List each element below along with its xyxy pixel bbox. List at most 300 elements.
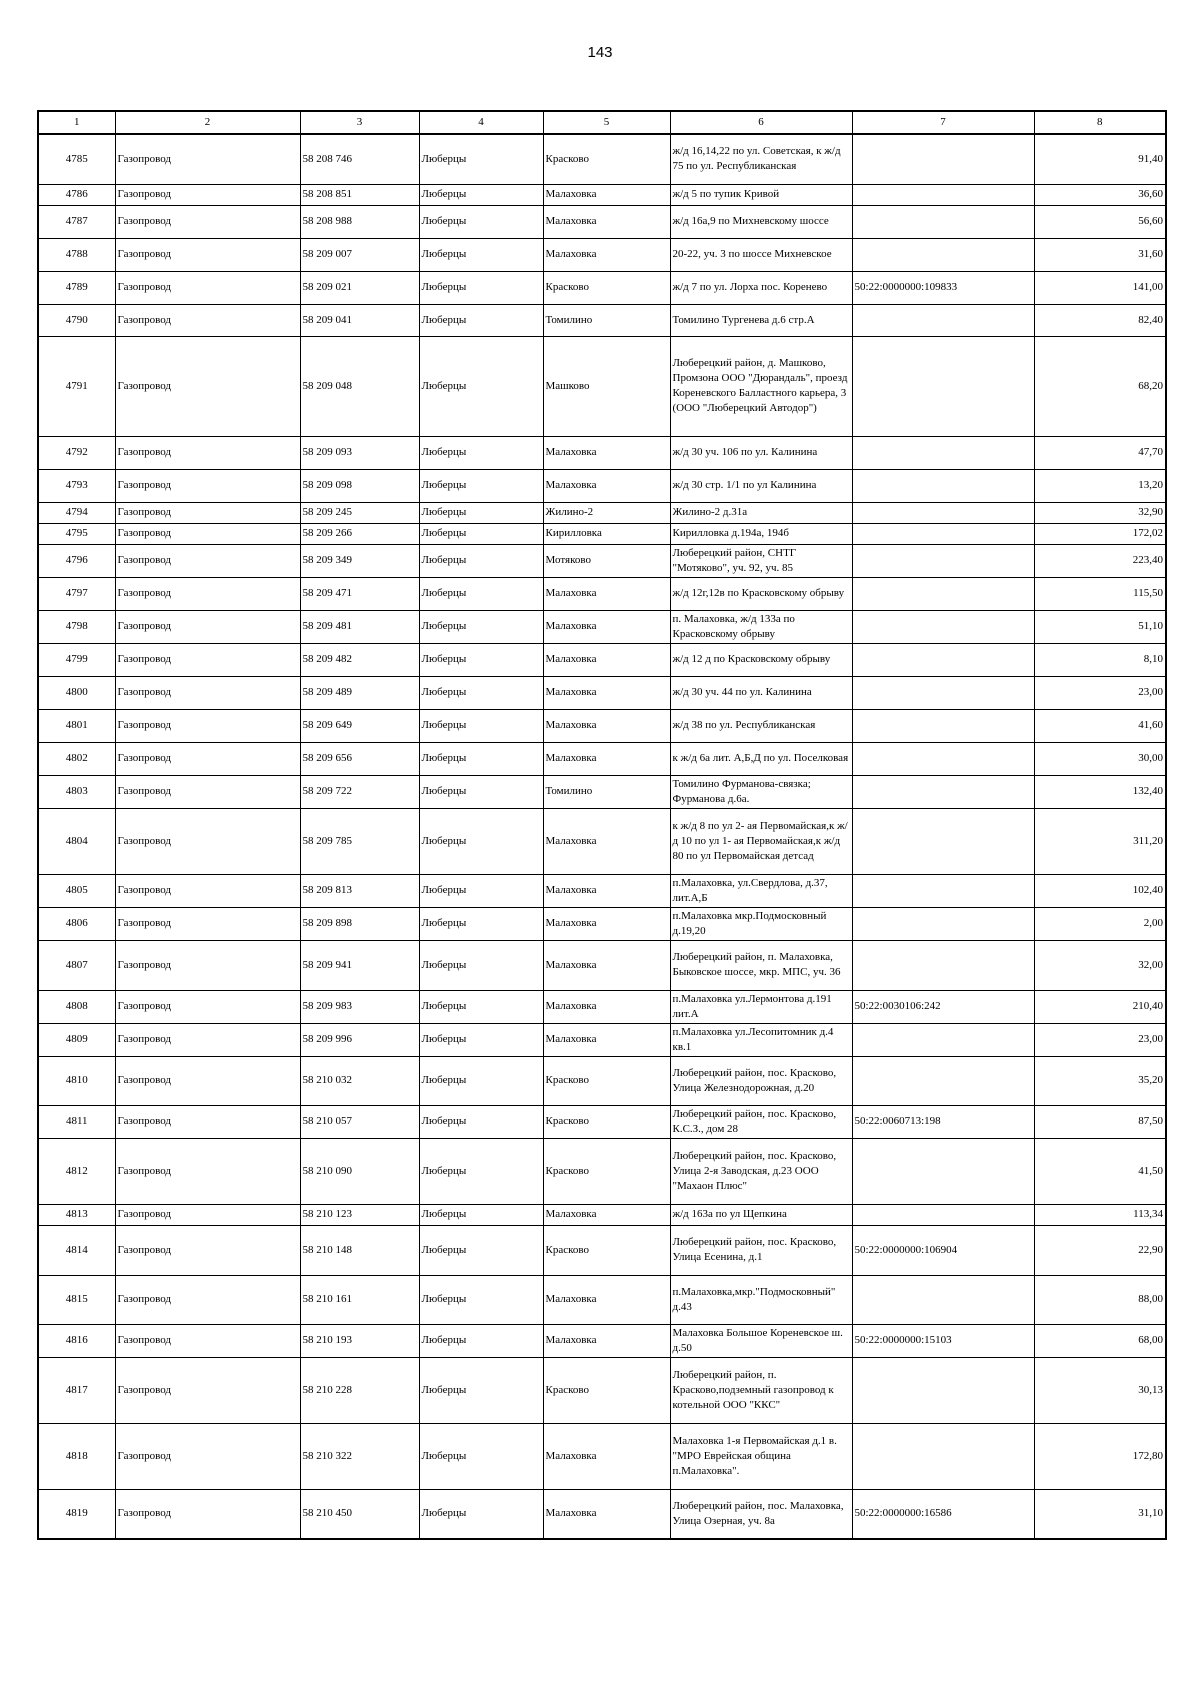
length: 22,90 bbox=[1034, 1225, 1166, 1275]
district: Люберцы bbox=[419, 469, 543, 502]
column-header: 8 bbox=[1034, 111, 1166, 134]
locality: Мотяково bbox=[543, 544, 670, 577]
address: п.Малаховка ул.Лесопитомник д.4 кв.1 bbox=[670, 1023, 852, 1056]
cadastral-number: 50:22:0000000:109833 bbox=[852, 271, 1034, 304]
object-type: Газопровод bbox=[115, 1324, 300, 1357]
row-number: 4792 bbox=[38, 436, 115, 469]
table-row bbox=[38, 1357, 1166, 1423]
object-code: 58 209 785 bbox=[300, 808, 419, 874]
object-code: 58 208 988 bbox=[300, 205, 419, 238]
district: Люберцы bbox=[419, 271, 543, 304]
length: 210,40 bbox=[1034, 990, 1166, 1023]
length: 2,00 bbox=[1034, 907, 1166, 940]
district: Люберцы bbox=[419, 238, 543, 271]
district: Люберцы bbox=[419, 775, 543, 808]
table-row bbox=[38, 1423, 1166, 1489]
cadastral-number bbox=[852, 134, 1034, 184]
length: 31,60 bbox=[1034, 238, 1166, 271]
header-row bbox=[38, 111, 1166, 134]
object-type: Газопровод bbox=[115, 709, 300, 742]
row-number: 4801 bbox=[38, 709, 115, 742]
object-type: Газопровод bbox=[115, 134, 300, 184]
object-type: Газопровод bbox=[115, 610, 300, 643]
table-row bbox=[38, 808, 1166, 874]
address: ж/д 163а по ул Щепкина bbox=[670, 1204, 852, 1225]
object-type: Газопровод bbox=[115, 544, 300, 577]
district: Люберцы bbox=[419, 610, 543, 643]
column-header: 4 bbox=[419, 111, 543, 134]
column-header: 5 bbox=[543, 111, 670, 134]
address: Малаховка 1-я Первомайская д.1 в. "МРО Еврейская община п.Малаховка". bbox=[670, 1423, 852, 1489]
address: к ж/д 6а лит. А,Б,Д по ул. Поселковая bbox=[670, 742, 852, 775]
object-type: Газопровод bbox=[115, 808, 300, 874]
address: п.Малаховка, ул.Свердлова, д.37, лит.А,Б bbox=[670, 874, 852, 907]
column-header: 3 bbox=[300, 111, 419, 134]
table-row bbox=[38, 184, 1166, 205]
length: 30,00 bbox=[1034, 742, 1166, 775]
cadastral-number bbox=[852, 523, 1034, 544]
district: Люберцы bbox=[419, 874, 543, 907]
locality: Красково bbox=[543, 1056, 670, 1105]
cadastral-number: 50:22:0000000:15103 bbox=[852, 1324, 1034, 1357]
object-type: Газопровод bbox=[115, 469, 300, 502]
address: Люберецкий район, пос. Красково, К.С.З., дом 28 bbox=[670, 1105, 852, 1138]
locality: Малаховка bbox=[543, 1275, 670, 1324]
district: Люберцы bbox=[419, 436, 543, 469]
table-row bbox=[38, 1225, 1166, 1275]
district: Люберцы bbox=[419, 1423, 543, 1489]
object-code: 58 209 983 bbox=[300, 990, 419, 1023]
column-header: 6 bbox=[670, 111, 852, 134]
object-code: 58 209 813 bbox=[300, 874, 419, 907]
length: 172,80 bbox=[1034, 1423, 1166, 1489]
cadastral-number bbox=[852, 643, 1034, 676]
object-code: 58 209 021 bbox=[300, 271, 419, 304]
address: Люберецкий район, пос. Красково, Улица Есенина, д.1 bbox=[670, 1225, 852, 1275]
table-row bbox=[38, 1105, 1166, 1138]
cadastral-number: 50:22:0030106:242 bbox=[852, 990, 1034, 1023]
object-type: Газопровод bbox=[115, 874, 300, 907]
cadastral-number bbox=[852, 610, 1034, 643]
address: Люберецкий район, пос. Малаховка, Улица Озерная, уч. 8а bbox=[670, 1489, 852, 1539]
object-code: 58 210 161 bbox=[300, 1275, 419, 1324]
table-row bbox=[38, 874, 1166, 907]
row-number: 4805 bbox=[38, 874, 115, 907]
object-code: 58 210 057 bbox=[300, 1105, 419, 1138]
column-header: 7 bbox=[852, 111, 1034, 134]
length: 47,70 bbox=[1034, 436, 1166, 469]
locality: Малаховка bbox=[543, 709, 670, 742]
locality: Красково bbox=[543, 1357, 670, 1423]
table-row bbox=[38, 742, 1166, 775]
row-number: 4811 bbox=[38, 1105, 115, 1138]
address: ж/д 7 по ул. Лорха пос. Коренево bbox=[670, 271, 852, 304]
object-type: Газопровод bbox=[115, 907, 300, 940]
row-number: 4814 bbox=[38, 1225, 115, 1275]
cadastral-number bbox=[852, 184, 1034, 205]
district: Люберцы bbox=[419, 502, 543, 523]
district: Люберцы bbox=[419, 742, 543, 775]
cadastral-number bbox=[852, 502, 1034, 523]
object-code: 58 210 090 bbox=[300, 1138, 419, 1204]
table-row bbox=[38, 1138, 1166, 1204]
object-type: Газопровод bbox=[115, 502, 300, 523]
table-row bbox=[38, 907, 1166, 940]
locality: Малаховка bbox=[543, 643, 670, 676]
district: Люберцы bbox=[419, 1225, 543, 1275]
address: Малаховка Большое Кореневское ш. д.50 bbox=[670, 1324, 852, 1357]
length: 41,50 bbox=[1034, 1138, 1166, 1204]
district: Люберцы bbox=[419, 808, 543, 874]
length: 68,00 bbox=[1034, 1324, 1166, 1357]
cadastral-number bbox=[852, 874, 1034, 907]
length: 36,60 bbox=[1034, 184, 1166, 205]
object-code: 58 209 489 bbox=[300, 676, 419, 709]
table-row bbox=[38, 304, 1166, 336]
table-row bbox=[38, 709, 1166, 742]
row-number: 4808 bbox=[38, 990, 115, 1023]
object-type: Газопровод bbox=[115, 643, 300, 676]
table-row bbox=[38, 544, 1166, 577]
district: Люберцы bbox=[419, 940, 543, 990]
table-row bbox=[38, 775, 1166, 808]
address: ж/д 5 по тупик Кривой bbox=[670, 184, 852, 205]
locality: Малаховка bbox=[543, 184, 670, 205]
length: 82,40 bbox=[1034, 304, 1166, 336]
object-code: 58 209 266 bbox=[300, 523, 419, 544]
row-number: 4794 bbox=[38, 502, 115, 523]
address: Люберецкий район, п. Малаховка, Быковское шоссе, мкр. МПС, уч. 36 bbox=[670, 940, 852, 990]
address: ж/д 12г,12в по Красковскому обрыву bbox=[670, 577, 852, 610]
length: 32,00 bbox=[1034, 940, 1166, 990]
length: 172,02 bbox=[1034, 523, 1166, 544]
district: Люберцы bbox=[419, 1324, 543, 1357]
object-type: Газопровод bbox=[115, 1138, 300, 1204]
object-type: Газопровод bbox=[115, 336, 300, 436]
table-row bbox=[38, 502, 1166, 523]
cadastral-number bbox=[852, 1056, 1034, 1105]
object-type: Газопровод bbox=[115, 577, 300, 610]
object-code: 58 210 123 bbox=[300, 1204, 419, 1225]
row-number: 4806 bbox=[38, 907, 115, 940]
length: 23,00 bbox=[1034, 1023, 1166, 1056]
row-number: 4800 bbox=[38, 676, 115, 709]
locality: Машково bbox=[543, 336, 670, 436]
locality: Красково bbox=[543, 134, 670, 184]
object-code: 58 209 941 bbox=[300, 940, 419, 990]
address: ж/д 16,14,22 по ул. Советская, к ж/д 75 по ул. Республиканская bbox=[670, 134, 852, 184]
object-code: 58 210 193 bbox=[300, 1324, 419, 1357]
address: Люберецкий район, пос. Красково, Улица Железнодорожная, д.20 bbox=[670, 1056, 852, 1105]
locality: Малаховка bbox=[543, 577, 670, 610]
district: Люберцы bbox=[419, 1138, 543, 1204]
row-number: 4810 bbox=[38, 1056, 115, 1105]
table-row bbox=[38, 134, 1166, 184]
row-number: 4815 bbox=[38, 1275, 115, 1324]
table-row bbox=[38, 1275, 1166, 1324]
address: Жилино-2 д.31а bbox=[670, 502, 852, 523]
length: 115,50 bbox=[1034, 577, 1166, 610]
locality: Малаховка bbox=[543, 808, 670, 874]
locality: Томилино bbox=[543, 775, 670, 808]
address: 20-22, уч. 3 по шоссе Михневское bbox=[670, 238, 852, 271]
cadastral-number bbox=[852, 1275, 1034, 1324]
address: ж/д 30 стр. 1/1 по ул Калинина bbox=[670, 469, 852, 502]
district: Люберцы bbox=[419, 709, 543, 742]
locality: Малаховка bbox=[543, 940, 670, 990]
locality: Малаховка bbox=[543, 238, 670, 271]
district: Люберцы bbox=[419, 1275, 543, 1324]
length: 41,60 bbox=[1034, 709, 1166, 742]
length: 30,13 bbox=[1034, 1357, 1166, 1423]
row-number: 4812 bbox=[38, 1138, 115, 1204]
address: ж/д 16а,9 по Михневскому шоссе bbox=[670, 205, 852, 238]
page-number: 143 bbox=[587, 44, 613, 61]
district: Люберцы bbox=[419, 907, 543, 940]
object-type: Газопровод bbox=[115, 436, 300, 469]
object-code: 58 209 041 bbox=[300, 304, 419, 336]
cadastral-number bbox=[852, 436, 1034, 469]
length: 68,20 bbox=[1034, 336, 1166, 436]
length: 51,10 bbox=[1034, 610, 1166, 643]
object-type: Газопровод bbox=[115, 1204, 300, 1225]
locality: Малаховка bbox=[543, 1423, 670, 1489]
cadastral-number bbox=[852, 544, 1034, 577]
length: 113,34 bbox=[1034, 1204, 1166, 1225]
address: Томилино Тургенева д.6 стр.А bbox=[670, 304, 852, 336]
row-number: 4802 bbox=[38, 742, 115, 775]
table-row bbox=[38, 676, 1166, 709]
row-number: 4785 bbox=[38, 134, 115, 184]
table-row bbox=[38, 271, 1166, 304]
district: Люберцы bbox=[419, 577, 543, 610]
object-type: Газопровод bbox=[115, 1489, 300, 1539]
district: Люберцы bbox=[419, 1357, 543, 1423]
district: Люберцы bbox=[419, 1056, 543, 1105]
table-row bbox=[38, 205, 1166, 238]
row-number: 4793 bbox=[38, 469, 115, 502]
table-row bbox=[38, 643, 1166, 676]
table-row bbox=[38, 1204, 1166, 1225]
object-type: Газопровод bbox=[115, 1105, 300, 1138]
length: 311,20 bbox=[1034, 808, 1166, 874]
cadastral-number bbox=[852, 775, 1034, 808]
object-type: Газопровод bbox=[115, 1275, 300, 1324]
locality: Малаховка bbox=[543, 1204, 670, 1225]
district: Люберцы bbox=[419, 544, 543, 577]
object-code: 58 209 093 bbox=[300, 436, 419, 469]
object-type: Газопровод bbox=[115, 1225, 300, 1275]
row-number: 4807 bbox=[38, 940, 115, 990]
object-code: 58 209 007 bbox=[300, 238, 419, 271]
district: Люберцы bbox=[419, 1105, 543, 1138]
object-type: Газопровод bbox=[115, 271, 300, 304]
locality: Кирилловка bbox=[543, 523, 670, 544]
district: Люберцы bbox=[419, 205, 543, 238]
table-row bbox=[38, 1056, 1166, 1105]
row-number: 4803 bbox=[38, 775, 115, 808]
row-number: 4819 bbox=[38, 1489, 115, 1539]
object-code: 58 210 228 bbox=[300, 1357, 419, 1423]
locality: Красково bbox=[543, 271, 670, 304]
length: 141,00 bbox=[1034, 271, 1166, 304]
row-number: 4816 bbox=[38, 1324, 115, 1357]
address: ж/д 38 по ул. Республиканская bbox=[670, 709, 852, 742]
address: ж/д 12 д по Красковскому обрыву bbox=[670, 643, 852, 676]
table-row bbox=[38, 1324, 1166, 1357]
cadastral-number bbox=[852, 1023, 1034, 1056]
length: 102,40 bbox=[1034, 874, 1166, 907]
row-number: 4788 bbox=[38, 238, 115, 271]
table-row bbox=[38, 610, 1166, 643]
length: 132,40 bbox=[1034, 775, 1166, 808]
length: 35,20 bbox=[1034, 1056, 1166, 1105]
object-type: Газопровод bbox=[115, 1423, 300, 1489]
table-row bbox=[38, 940, 1166, 990]
district: Люберцы bbox=[419, 184, 543, 205]
address: Люберецкий район, д. Машково, Промзона ООО "Дюрандаль", проезд Кореневского Балластного карьера, 3 (ООО "Люберецкий Автодор") bbox=[670, 336, 852, 436]
address: Люберецкий район, п. Красково,подземный газопровод к котельной ООО "ККС" bbox=[670, 1357, 852, 1423]
table-row bbox=[38, 238, 1166, 271]
table-row bbox=[38, 577, 1166, 610]
object-code: 58 209 482 bbox=[300, 643, 419, 676]
row-number: 4797 bbox=[38, 577, 115, 610]
object-type: Газопровод bbox=[115, 238, 300, 271]
locality: Малаховка bbox=[543, 1023, 670, 1056]
address: Люберецкий район, СНТГ "Мотяково", уч. 92, уч. 85 bbox=[670, 544, 852, 577]
registry-table bbox=[37, 110, 1167, 1540]
row-number: 4798 bbox=[38, 610, 115, 643]
object-code: 58 209 649 bbox=[300, 709, 419, 742]
row-number: 4796 bbox=[38, 544, 115, 577]
length: 31,10 bbox=[1034, 1489, 1166, 1539]
address: п.Малаховка мкр.Подмосковный д.19,20 bbox=[670, 907, 852, 940]
column-header: 2 bbox=[115, 111, 300, 134]
cadastral-number bbox=[852, 577, 1034, 610]
row-number: 4813 bbox=[38, 1204, 115, 1225]
cadastral-number bbox=[852, 304, 1034, 336]
object-code: 58 210 032 bbox=[300, 1056, 419, 1105]
object-code: 58 209 048 bbox=[300, 336, 419, 436]
locality: Томилино bbox=[543, 304, 670, 336]
cadastral-number bbox=[852, 940, 1034, 990]
address: п.Малаховка,мкр."Подмосковный" д.43 bbox=[670, 1275, 852, 1324]
object-code: 58 210 322 bbox=[300, 1423, 419, 1489]
length: 88,00 bbox=[1034, 1275, 1166, 1324]
address: Томилино Фурманова-связка; Фурманова д.6а. bbox=[670, 775, 852, 808]
cadastral-number bbox=[852, 1204, 1034, 1225]
object-code: 58 209 722 bbox=[300, 775, 419, 808]
address: Люберецкий район, пос. Красково, Улица 2-я Заводская, д.23 ООО "Махаон Плюс" bbox=[670, 1138, 852, 1204]
cadastral-number bbox=[852, 1423, 1034, 1489]
row-number: 4799 bbox=[38, 643, 115, 676]
object-code: 58 210 450 bbox=[300, 1489, 419, 1539]
length: 223,40 bbox=[1034, 544, 1166, 577]
cadastral-number bbox=[852, 238, 1034, 271]
table-row bbox=[38, 336, 1166, 436]
locality: Красково bbox=[543, 1225, 670, 1275]
locality: Малаховка bbox=[543, 610, 670, 643]
object-type: Газопровод bbox=[115, 304, 300, 336]
object-code: 58 209 898 bbox=[300, 907, 419, 940]
object-type: Газопровод bbox=[115, 990, 300, 1023]
object-type: Газопровод bbox=[115, 676, 300, 709]
row-number: 4790 bbox=[38, 304, 115, 336]
cadastral-number bbox=[852, 808, 1034, 874]
object-type: Газопровод bbox=[115, 1056, 300, 1105]
table-row bbox=[38, 990, 1166, 1023]
object-code: 58 209 656 bbox=[300, 742, 419, 775]
object-code: 58 210 148 bbox=[300, 1225, 419, 1275]
object-type: Газопровод bbox=[115, 523, 300, 544]
object-code: 58 209 349 bbox=[300, 544, 419, 577]
length: 23,00 bbox=[1034, 676, 1166, 709]
table-row bbox=[38, 436, 1166, 469]
row-number: 4804 bbox=[38, 808, 115, 874]
registry-body bbox=[38, 134, 1166, 1539]
cadastral-number: 50:22:0000000:106904 bbox=[852, 1225, 1034, 1275]
address: п. Малаховка, ж/д 133а по Красковскому обрыву bbox=[670, 610, 852, 643]
locality: Красково bbox=[543, 1138, 670, 1204]
table-row bbox=[38, 1023, 1166, 1056]
district: Люберцы bbox=[419, 1204, 543, 1225]
object-type: Газопровод bbox=[115, 184, 300, 205]
cadastral-number bbox=[852, 336, 1034, 436]
length: 32,90 bbox=[1034, 502, 1166, 523]
address: ж/д 30 уч. 106 по ул. Калинина bbox=[670, 436, 852, 469]
locality: Малаховка bbox=[543, 990, 670, 1023]
row-number: 4786 bbox=[38, 184, 115, 205]
cadastral-number bbox=[852, 1138, 1034, 1204]
locality: Малаховка bbox=[543, 1324, 670, 1357]
row-number: 4791 bbox=[38, 336, 115, 436]
cadastral-number: 50:22:0000000:16586 bbox=[852, 1489, 1034, 1539]
object-type: Газопровод bbox=[115, 775, 300, 808]
cadastral-number bbox=[852, 205, 1034, 238]
table-row bbox=[38, 1489, 1166, 1539]
cadastral-number bbox=[852, 469, 1034, 502]
district: Люберцы bbox=[419, 643, 543, 676]
locality: Малаховка bbox=[543, 742, 670, 775]
object-type: Газопровод bbox=[115, 742, 300, 775]
address: Кирилловка д.194а, 194б bbox=[670, 523, 852, 544]
table-row bbox=[38, 469, 1166, 502]
length: 87,50 bbox=[1034, 1105, 1166, 1138]
cadastral-number bbox=[852, 1357, 1034, 1423]
address: ж/д 30 уч. 44 по ул. Калинина bbox=[670, 676, 852, 709]
row-number: 4795 bbox=[38, 523, 115, 544]
object-code: 58 208 851 bbox=[300, 184, 419, 205]
district: Люберцы bbox=[419, 523, 543, 544]
district: Люберцы bbox=[419, 336, 543, 436]
length: 56,60 bbox=[1034, 205, 1166, 238]
district: Люберцы bbox=[419, 990, 543, 1023]
address: к ж/д 8 по ул 2- ая Первомайская,к ж/д 10 по ул 1- ая Первомайская,к ж/д 80 по ул Первомайская детсад bbox=[670, 808, 852, 874]
row-number: 4789 bbox=[38, 271, 115, 304]
locality: Малаховка bbox=[543, 469, 670, 502]
district: Люберцы bbox=[419, 304, 543, 336]
district: Люберцы bbox=[419, 1489, 543, 1539]
locality: Малаховка bbox=[543, 907, 670, 940]
row-number: 4787 bbox=[38, 205, 115, 238]
locality: Малаховка bbox=[543, 436, 670, 469]
address: п.Малаховка ул.Лермонтова д.191 лит.А bbox=[670, 990, 852, 1023]
district: Люберцы bbox=[419, 134, 543, 184]
cadastral-number bbox=[852, 907, 1034, 940]
object-code: 58 208 746 bbox=[300, 134, 419, 184]
district: Люберцы bbox=[419, 676, 543, 709]
object-type: Газопровод bbox=[115, 940, 300, 990]
